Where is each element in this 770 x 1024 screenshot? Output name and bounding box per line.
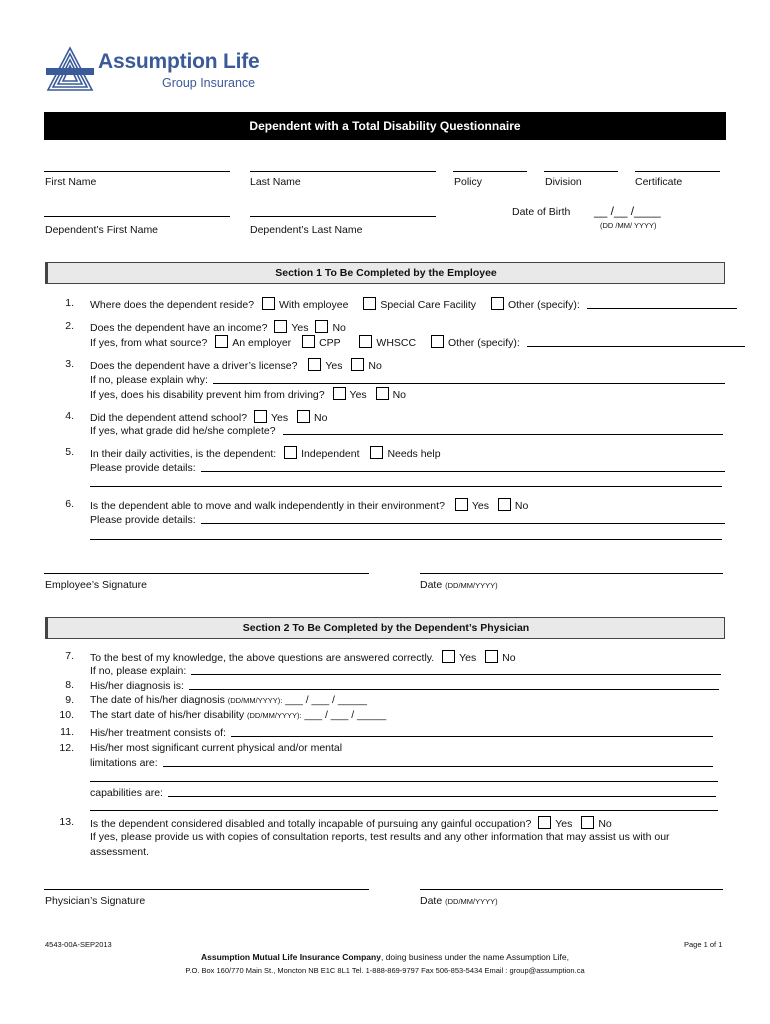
- option-with-employee: With employee: [278, 299, 349, 311]
- date-format: (DD/MM/YYYY): [445, 897, 498, 906]
- date-of-birth-label: Date of Birth: [512, 206, 571, 218]
- question-subtext: limitations are:: [90, 757, 158, 769]
- last-name-label: Last Name: [250, 176, 301, 188]
- diagnosis-date-field[interactable]: ___ / ___ / _____: [285, 694, 368, 706]
- checkbox-yes[interactable]: [442, 650, 455, 663]
- question-text: In their daily activities, is the dependent:: [90, 448, 277, 460]
- dependent-last-name-label: Dependent’s Last Name: [250, 224, 363, 236]
- form-title-text: Dependent with a Total Disability Questionnaire: [249, 119, 521, 133]
- question-number: 12.: [59, 742, 74, 754]
- division-field[interactable]: [544, 171, 618, 172]
- checkbox-no[interactable]: [485, 650, 498, 663]
- checkbox-no[interactable]: [581, 816, 594, 829]
- question-text: Is the dependent able to move and walk independently in their environment?: [90, 500, 445, 512]
- option-other-source: Other (specify):: [448, 337, 520, 349]
- first-name-field[interactable]: [44, 171, 230, 172]
- policy-field[interactable]: [453, 171, 527, 172]
- company-note: , doing business under the name Assumption Life,: [380, 952, 569, 962]
- checkbox-no[interactable]: [297, 410, 310, 423]
- option-no: No: [392, 389, 407, 401]
- checkbox-no[interactable]: [498, 498, 511, 511]
- question-text: The start date of his/her disability: [90, 709, 245, 721]
- option-yes: Yes: [270, 412, 289, 424]
- checkbox-other-source[interactable]: [431, 335, 444, 348]
- date-label: Date: [420, 579, 443, 591]
- question-2-sub: [90, 335, 730, 349]
- question-13-sub1: [90, 831, 670, 843]
- first-name-label: First Name: [45, 176, 97, 188]
- section-2-title: Section 2 To Be Completed by the Dependent’s Physician: [242, 622, 530, 634]
- question-number: 10.: [59, 709, 74, 721]
- question-12-sub2: [90, 786, 716, 799]
- explain-why-field[interactable]: [213, 373, 725, 384]
- question-number: 6.: [65, 498, 74, 510]
- dependent-last-name-field[interactable]: [250, 216, 436, 217]
- question-text: Does the dependent have an income?: [90, 322, 268, 334]
- question-number: 8.: [65, 679, 74, 691]
- option-an-employer: An employer: [232, 337, 292, 349]
- explain-field[interactable]: [191, 664, 721, 675]
- date-of-birth-format: (DD /MM/ YYYY): [600, 221, 657, 230]
- certificate-field[interactable]: [635, 171, 720, 172]
- physician-date-label: [420, 895, 498, 907]
- question-subtext: If yes, from what source?: [90, 337, 208, 349]
- question-number: 2.: [65, 320, 74, 332]
- option-no: No: [514, 500, 529, 512]
- checkbox-yes[interactable]: [455, 498, 468, 511]
- physician-date-field[interactable]: [420, 889, 723, 890]
- policy-label: Policy: [454, 176, 483, 188]
- question-text: Is the dependent considered disabled and totally incapable of pursuing any gainful occupation?: [90, 818, 532, 830]
- question-12-sub1: [90, 756, 713, 769]
- checkbox-yes[interactable]: [274, 320, 287, 333]
- other-specify-field[interactable]: [587, 298, 737, 309]
- certificate-label: Certificate: [635, 176, 683, 188]
- question-text: His/her diagnosis is:: [90, 680, 184, 692]
- question-number: 7.: [65, 650, 74, 662]
- option-yes: Yes: [459, 652, 477, 664]
- capabilities-field[interactable]: [168, 786, 716, 797]
- employee-date-label: [420, 579, 498, 591]
- other-source-field[interactable]: [527, 336, 745, 347]
- details-field-continued[interactable]: [90, 539, 722, 540]
- division-label: Division: [545, 176, 582, 188]
- option-no: No: [502, 652, 516, 664]
- question-7-sub: [90, 664, 721, 677]
- company-name: Assumption Mutual Life Insurance Company: [201, 952, 381, 962]
- question-number: 3.: [65, 358, 74, 370]
- logo-subtitle: Group Insurance: [162, 76, 256, 90]
- option-yes: Yes: [325, 360, 343, 372]
- question-subtext: Please provide details:: [90, 462, 196, 474]
- option-whscc: WHSCC: [376, 337, 417, 349]
- question-subtext: If no, please explain why:: [90, 374, 208, 386]
- option-needs-help: Needs help: [387, 448, 441, 460]
- question-subtext: If yes, does his disability prevent him from driving?: [90, 389, 325, 401]
- question-5-sub: [90, 461, 725, 474]
- question-text: Did the dependent attend school?: [90, 412, 248, 424]
- option-yes: Yes: [349, 389, 367, 401]
- form-code: 4543-00A-SEP2013: [45, 940, 112, 949]
- option-yes: Yes: [291, 322, 309, 334]
- checkbox-special-care-facility[interactable]: [363, 297, 376, 310]
- logo-mark-icon: [46, 46, 94, 92]
- dependent-first-name-field[interactable]: [44, 216, 230, 217]
- disability-start-date-field[interactable]: ___ / ___ / _____: [304, 709, 387, 721]
- limitations-field[interactable]: [163, 756, 713, 767]
- question-number: 1.: [65, 297, 74, 309]
- option-yes: Yes: [555, 818, 573, 830]
- question-subtext: If yes, please provide us with copies of consultation reports, test results and any other information that may assist us with our: [90, 831, 670, 843]
- treatment-field[interactable]: [231, 726, 713, 737]
- question-text: His/her most significant current physical and/or mental: [90, 742, 343, 754]
- details-field[interactable]: [201, 461, 725, 472]
- option-no: No: [598, 818, 612, 830]
- physician-signature-field[interactable]: [44, 889, 369, 890]
- footer-company: [0, 952, 770, 962]
- question-13-sub2: [90, 846, 149, 858]
- checkbox-other[interactable]: [491, 297, 504, 310]
- checkbox-yes[interactable]: [254, 410, 267, 423]
- option-yes: Yes: [471, 500, 489, 512]
- option-no: No: [314, 412, 328, 424]
- section-1-title: Section 1 To Be Completed by the Employee: [275, 267, 497, 279]
- section-2-header: [45, 617, 725, 639]
- employee-signature-field[interactable]: [44, 573, 369, 574]
- logo-name: Assumption Life: [98, 50, 260, 73]
- question-subtext: If yes, what grade did he/she complete?: [90, 425, 276, 437]
- question-text: Where does the dependent reside?: [90, 299, 255, 311]
- checkbox-independent[interactable]: [284, 446, 297, 459]
- checkbox-cpp[interactable]: [302, 335, 315, 348]
- logo: [46, 44, 266, 94]
- question-6-sub: [90, 513, 725, 526]
- question-4-sub: [90, 424, 723, 437]
- date-format: (DD/MM/YYYY):: [247, 711, 302, 720]
- footer-address: P.O. Box 160/770 Main St., Moncton NB E1C 8L1 Tel. 1-888-869-9797 Fax 506-853-5434 Email : group@assumption.ca: [185, 966, 585, 975]
- checkbox-whscc[interactable]: [359, 335, 372, 348]
- capabilities-field-continued[interactable]: [90, 810, 718, 811]
- details-field-continued[interactable]: [90, 486, 722, 487]
- date-format: (DD/MM/YYYY):: [227, 696, 283, 705]
- question-text: The date of his/her diagnosis: [90, 694, 225, 706]
- question-number: 9.: [65, 694, 74, 706]
- question-subtext: If no, please explain:: [90, 665, 187, 677]
- question-subtext: assessment.: [90, 846, 149, 858]
- details-field[interactable]: [201, 513, 725, 524]
- page-number: Page 1 of 1: [684, 940, 723, 949]
- question-number: 5.: [65, 446, 74, 458]
- employee-signature-label: Employee’s Signature: [45, 579, 147, 591]
- checkbox-with-employee[interactable]: [262, 297, 275, 310]
- checkbox-yes[interactable]: [538, 816, 551, 829]
- employee-date-field[interactable]: [420, 573, 723, 574]
- checkbox-needs-help[interactable]: [370, 446, 383, 459]
- checkbox-yes[interactable]: [308, 358, 321, 371]
- option-independent: Independent: [301, 448, 360, 460]
- checkbox-no[interactable]: [376, 387, 389, 400]
- diagnosis-field[interactable]: [189, 679, 719, 690]
- last-name-field[interactable]: [250, 171, 436, 172]
- option-cpp: CPP: [319, 337, 341, 349]
- physician-signature-label: Physician’s Signature: [45, 895, 146, 907]
- option-special-care-facility: Special Care Facility: [380, 299, 477, 311]
- question-text: Does the dependent have a driver’s license?: [90, 360, 298, 372]
- section-1-header: [45, 262, 725, 284]
- question-subtext: Please provide details:: [90, 514, 196, 526]
- option-no: No: [332, 322, 346, 334]
- option-no: No: [368, 360, 382, 372]
- question-3-sub1: [90, 373, 725, 386]
- question-3-sub2: [90, 387, 406, 401]
- checkbox-yes[interactable]: [333, 387, 346, 400]
- question-text: To the best of my knowledge, the above questions are answered correctly.: [90, 652, 435, 664]
- grade-completed-field[interactable]: [283, 424, 723, 435]
- question-text: His/her treatment consists of:: [90, 727, 226, 739]
- question-number: 4.: [65, 410, 74, 422]
- option-other: Other (specify):: [507, 299, 580, 311]
- question-number: 11.: [60, 726, 74, 738]
- form-title: [44, 112, 726, 140]
- limitations-field-continued[interactable]: [90, 781, 718, 782]
- checkbox-no[interactable]: [315, 320, 328, 333]
- question-subtext: capabilities are:: [90, 787, 163, 799]
- date-of-birth-field[interactable]: __ /__ /____: [594, 204, 661, 218]
- dependent-first-name-label: Dependent’s First Name: [45, 224, 159, 236]
- checkbox-no[interactable]: [351, 358, 364, 371]
- question-number: 13.: [59, 816, 74, 828]
- date-format: (DD/MM/YYYY): [445, 581, 498, 590]
- checkbox-an-employer[interactable]: [215, 335, 228, 348]
- date-label: Date: [420, 895, 443, 907]
